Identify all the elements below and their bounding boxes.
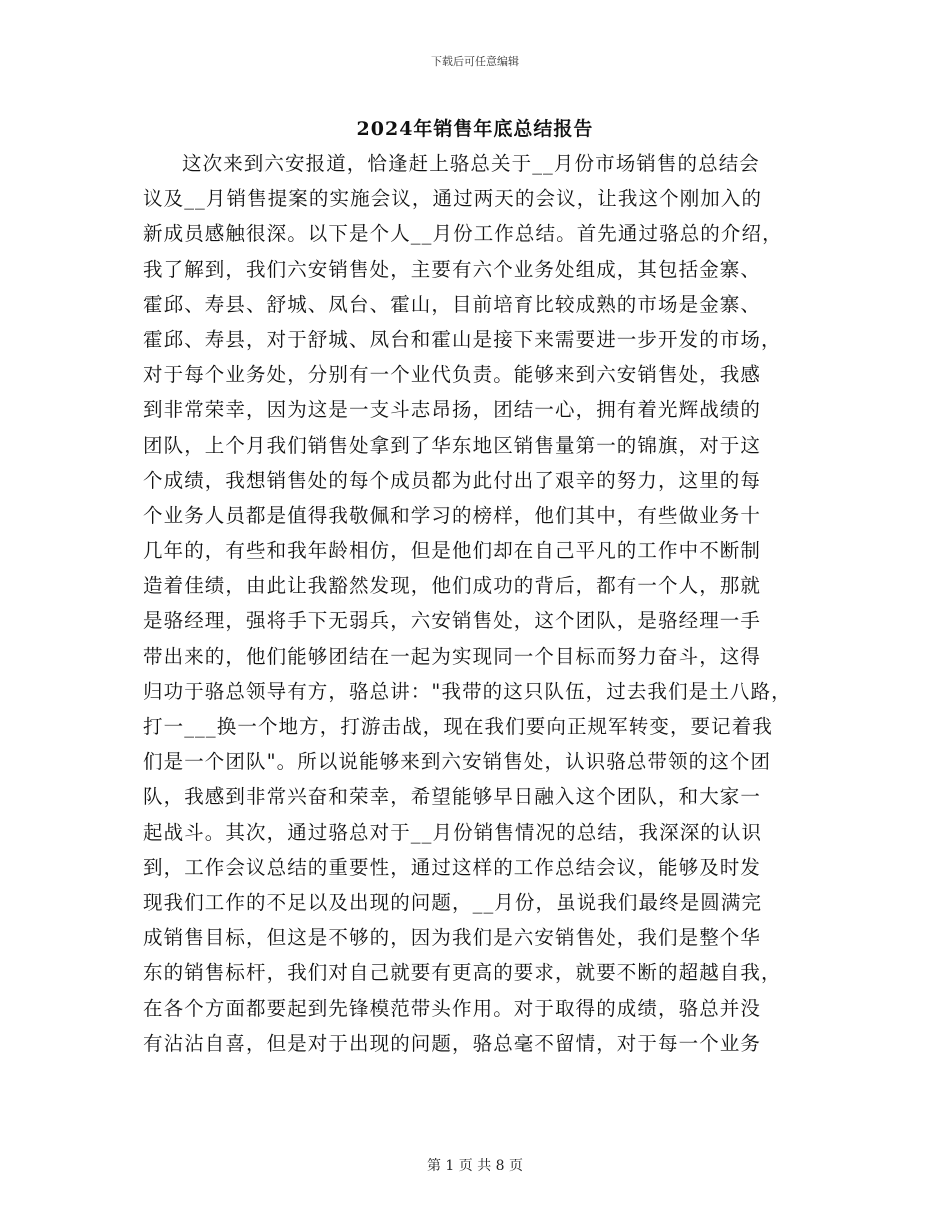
body-line: 造着佳绩，由此让我豁然发现，他们成功的背后，都有一个人，那就 [143, 574, 762, 598]
body-line: 议及__月销售提案的实施会议，通过两天的会议，让我这个刚加入的 [143, 187, 763, 211]
page-number: 第 1 页 共 8 页 [426, 1158, 524, 1174]
body-line: 带出来的，他们能够团结在一起为实现同一个目标而努力奋斗，这得 [143, 644, 762, 668]
body-line: 到，工作会议总结的重要性，通过这样的工作总结会议，能够及时发 [143, 855, 762, 879]
header-note: 下载后可任意编辑 [431, 55, 519, 68]
document-body [143, 146, 805, 1061]
body-line: 队，我感到非常兴奋和荣幸，希望能够早日融入这个团队，和大家一 [143, 785, 762, 809]
body-line: 霍邱、寿县，对于舒城、凤台和霍山是接下来需要进一步开发的市场， [143, 327, 782, 351]
body-line: 归功于骆总领导有方，骆总讲："我带的这只队伍，过去我们是土八路， [143, 679, 792, 703]
body-line: 这次来到六安报道，恰逢赶上骆总关于__月份市场销售的总结会 [182, 152, 760, 175]
body-line: 我了解到，我们六安销售处，主要有六个业务处组成，其包括金寨、 [143, 257, 762, 281]
body-line: 有沾沾自喜，但是对于出现的问题，骆总毫不留情，对于每一个业务 [143, 1031, 762, 1055]
body-line: 个业务人员都是值得我敬佩和学习的榜样，他们其中，有些做业务十 [143, 503, 762, 527]
body-line: 起战斗。其次，通过骆总对于__月份销售情况的总结，我深深的认识 [143, 820, 763, 844]
body-line: 到非常荣幸，因为这是一支斗志昂扬，团结一心，拥有着光辉战绩的 [143, 398, 762, 422]
body-line: 团队，上个月我们销售处拿到了华东地区销售量第一的锦旗，对于这 [143, 433, 762, 457]
body-line: 在各个方面都要起到先锋模范带头作用。对于取得的成绩，骆总并没 [143, 996, 762, 1020]
body-line: 东的销售标杆，我们对自己就要有更高的要求，就要不断的超越自我， [143, 961, 782, 985]
body-line: 几年的，有些和我年龄相仿，但是他们却在自己平凡的工作中不断制 [143, 539, 762, 563]
document-title: 2024年销售年底总结报告 [356, 118, 594, 140]
body-line: 个成绩，我想销售处的每个成员都为此付出了艰辛的努力，这里的每 [143, 468, 762, 492]
body-line: 霍邱、寿县、舒城、凤台、霍山，目前培育比较成熟的市场是金寨、 [143, 292, 762, 316]
body-line: 现我们工作的不足以及出现的问题，__月份，虽说我们最终是圆满完 [143, 890, 763, 914]
body-line: 打一___换一个地方，打游击战，现在我们要向正规军转变，要记着我 [143, 715, 773, 738]
body-line: 新成员感触很深。以下是个人__月份工作总结。首先通过骆总的介绍， [143, 222, 783, 246]
body-line: 对于每个业务处，分别有一个业代负责。能够来到六安销售处，我感 [143, 363, 762, 387]
body-line: 们是一个团队"。所以说能够来到六安销售处，认识骆总带领的这个团 [143, 750, 772, 774]
body-line: 是骆经理，强将手下无弱兵，六安销售处，这个团队，是骆经理一手 [143, 609, 762, 633]
body-line: 成销售目标，但这是不够的，因为我们是六安销售处，我们是整个华 [143, 926, 762, 950]
